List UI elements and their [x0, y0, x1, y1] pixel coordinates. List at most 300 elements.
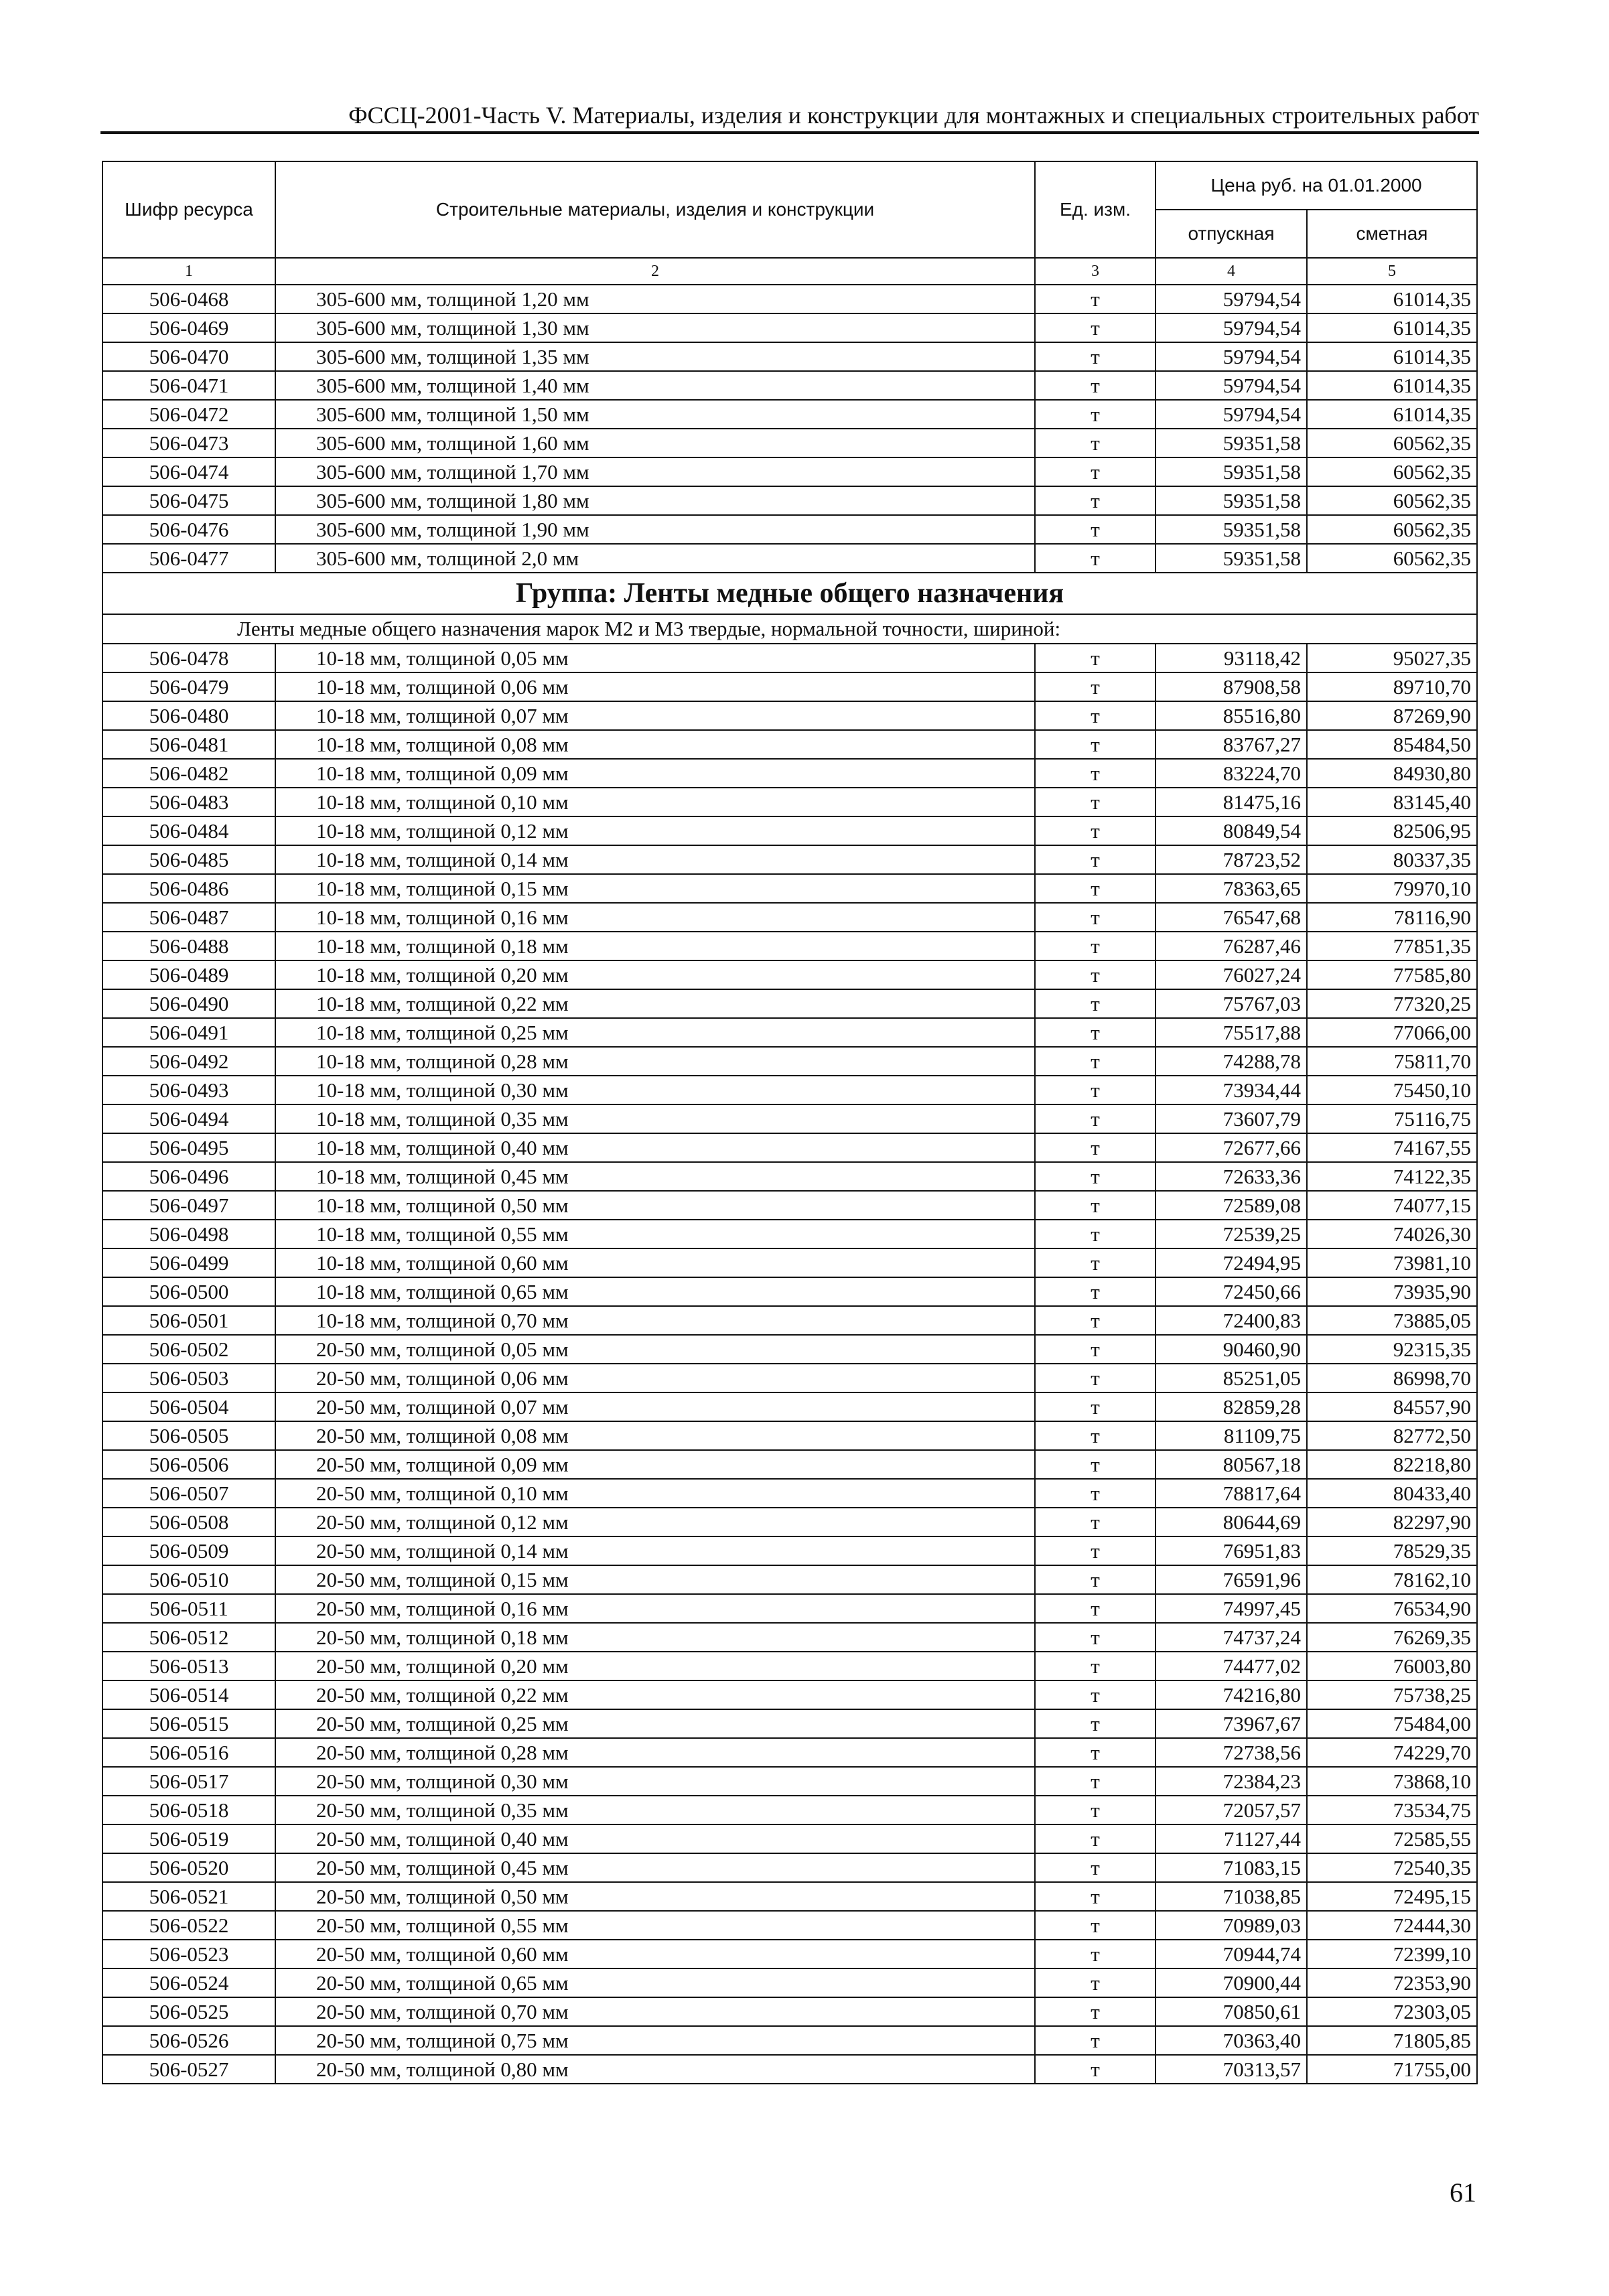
resource-code: 506-0479: [102, 672, 275, 701]
unit: т: [1035, 400, 1156, 429]
resource-code: 506-0487: [102, 903, 275, 932]
resource-code: 506-0507: [102, 1479, 275, 1508]
material-name: 20-50 мм, толщиной 0,05 мм: [275, 1335, 1035, 1364]
material-name: 20-50 мм, толщиной 0,10 мм: [275, 1479, 1035, 1508]
resource-code: 506-0502: [102, 1335, 275, 1364]
material-name: 20-50 мм, толщиной 0,25 мм: [275, 1709, 1035, 1738]
unit: т: [1035, 544, 1156, 573]
material-name: 10-18 мм, толщиной 0,09 мм: [275, 759, 1035, 788]
table-row: [102, 1076, 1477, 1104]
unit: т: [1035, 1853, 1156, 1882]
col-header-name: Строительные материалы, изделия и конструкции: [275, 161, 1035, 258]
resource-code: 506-0522: [102, 1911, 275, 1940]
release-price: 76287,46: [1156, 932, 1307, 960]
release-price: 75767,03: [1156, 989, 1307, 1018]
table-row: [102, 960, 1477, 989]
unit: т: [1035, 672, 1156, 701]
release-price: 93118,42: [1156, 644, 1307, 672]
resource-code: 506-0526: [102, 2026, 275, 2055]
material-name: 20-50 мм, толщиной 0,50 мм: [275, 1882, 1035, 1911]
resource-code: 506-0501: [102, 1306, 275, 1335]
material-name: 10-18 мм, толщиной 0,07 мм: [275, 701, 1035, 730]
unit: т: [1035, 1796, 1156, 1824]
estimate-price: 74077,15: [1307, 1191, 1477, 1220]
release-price: 78817,64: [1156, 1479, 1307, 1508]
release-price: 59351,58: [1156, 544, 1307, 573]
release-price: 76591,96: [1156, 1565, 1307, 1594]
release-price: 72633,36: [1156, 1162, 1307, 1191]
table-row: [102, 1104, 1477, 1133]
unit: т: [1035, 1421, 1156, 1450]
material-name: 20-50 мм, толщиной 0,40 мм: [275, 1824, 1035, 1853]
resource-code: 506-0515: [102, 1709, 275, 1738]
unit: т: [1035, 845, 1156, 874]
header-rule: [100, 131, 1479, 134]
material-name: 305-600 мм, толщиной 2,0 мм: [275, 544, 1035, 573]
release-price: 73607,79: [1156, 1104, 1307, 1133]
resource-code: 506-0506: [102, 1450, 275, 1479]
estimate-price: 73935,90: [1307, 1277, 1477, 1306]
unit: т: [1035, 457, 1156, 486]
table-row: [102, 313, 1477, 342]
table-row: [102, 1364, 1477, 1392]
material-name: 20-50 мм, толщиной 0,16 мм: [275, 1594, 1035, 1623]
release-price: 90460,90: [1156, 1335, 1307, 1364]
column-number: 3: [1035, 258, 1156, 285]
resource-code: 506-0516: [102, 1738, 275, 1767]
estimate-price: 75116,75: [1307, 1104, 1477, 1133]
release-price: 74737,24: [1156, 1623, 1307, 1652]
material-name: 20-50 мм, толщиной 0,55 мм: [275, 1911, 1035, 1940]
estimate-price: 77851,35: [1307, 932, 1477, 960]
release-price: 74288,78: [1156, 1047, 1307, 1076]
table-row: [102, 788, 1477, 816]
table-row: [102, 1623, 1477, 1652]
unit: т: [1035, 1248, 1156, 1277]
resource-code: 506-0472: [102, 400, 275, 429]
resource-code: 506-0480: [102, 701, 275, 730]
resource-code: 506-0524: [102, 1968, 275, 1997]
table-row: [102, 1162, 1477, 1191]
material-name: 305-600 мм, толщиной 1,90 мм: [275, 515, 1035, 544]
unit: т: [1035, 1767, 1156, 1796]
estimate-price: 72585,55: [1307, 1824, 1477, 1853]
material-name: 10-18 мм, толщиной 0,55 мм: [275, 1220, 1035, 1248]
table-row: [102, 457, 1477, 486]
table-row: [102, 1536, 1477, 1565]
resource-code: 506-0473: [102, 429, 275, 457]
material-name: 20-50 мм, толщиной 0,30 мм: [275, 1767, 1035, 1796]
material-name: 20-50 мм, толщиной 0,15 мм: [275, 1565, 1035, 1594]
release-price: 59794,54: [1156, 371, 1307, 400]
table-row: [102, 1565, 1477, 1594]
table-row: [102, 1306, 1477, 1335]
unit: т: [1035, 1018, 1156, 1047]
unit: т: [1035, 1364, 1156, 1392]
material-name: 20-50 мм, толщиной 0,20 мм: [275, 1652, 1035, 1680]
resource-code: 506-0490: [102, 989, 275, 1018]
table-row: [102, 1680, 1477, 1709]
material-name: 305-600 мм, толщиной 1,70 мм: [275, 457, 1035, 486]
unit: т: [1035, 1536, 1156, 1565]
table-row: [102, 544, 1477, 573]
estimate-price: 78162,10: [1307, 1565, 1477, 1594]
table-row: [102, 1738, 1477, 1767]
table-row: [102, 903, 1477, 932]
table-body-top: [102, 285, 1477, 573]
unit: т: [1035, 1162, 1156, 1191]
resource-code: 506-0486: [102, 874, 275, 903]
estimate-price: 72495,15: [1307, 1882, 1477, 1911]
estimate-price: 71755,00: [1307, 2055, 1477, 2084]
release-price: 76951,83: [1156, 1536, 1307, 1565]
release-price: 73967,67: [1156, 1709, 1307, 1738]
release-price: 72589,08: [1156, 1191, 1307, 1220]
resource-code: 506-0517: [102, 1767, 275, 1796]
release-price: 80849,54: [1156, 816, 1307, 845]
table-row: [102, 2055, 1477, 2084]
release-price: 71038,85: [1156, 1882, 1307, 1911]
group-title-row: [102, 573, 1477, 614]
estimate-price: 82297,90: [1307, 1508, 1477, 1536]
unit: т: [1035, 701, 1156, 730]
release-price: 74997,45: [1156, 1594, 1307, 1623]
material-name: 10-18 мм, толщиной 0,10 мм: [275, 788, 1035, 816]
estimate-price: 82218,80: [1307, 1450, 1477, 1479]
estimate-price: 92315,35: [1307, 1335, 1477, 1364]
col-header-code: Шифр ресурса: [102, 161, 275, 258]
unit: т: [1035, 1968, 1156, 1997]
table-row: [102, 1220, 1477, 1248]
unit: т: [1035, 1479, 1156, 1508]
table-row: [102, 816, 1477, 845]
material-name: 20-50 мм, толщиной 0,08 мм: [275, 1421, 1035, 1450]
resource-code: 506-0485: [102, 845, 275, 874]
resource-code: 506-0492: [102, 1047, 275, 1076]
resource-code: 506-0499: [102, 1248, 275, 1277]
material-name: 20-50 мм, толщиной 0,14 мм: [275, 1536, 1035, 1565]
estimate-price: 89710,70: [1307, 672, 1477, 701]
release-price: 59351,58: [1156, 429, 1307, 457]
estimate-price: 78529,35: [1307, 1536, 1477, 1565]
unit: т: [1035, 1335, 1156, 1364]
unit: т: [1035, 874, 1156, 903]
resource-code: 506-0494: [102, 1104, 275, 1133]
estimate-price: 75484,00: [1307, 1709, 1477, 1738]
unit: т: [1035, 1133, 1156, 1162]
material-name: 10-18 мм, толщиной 0,18 мм: [275, 932, 1035, 960]
table-row: [102, 644, 1477, 672]
material-name: 305-600 мм, толщиной 1,80 мм: [275, 486, 1035, 515]
release-price: 59794,54: [1156, 342, 1307, 371]
unit: т: [1035, 429, 1156, 457]
release-price: 72677,66: [1156, 1133, 1307, 1162]
unit: т: [1035, 285, 1156, 313]
release-price: 81109,75: [1156, 1421, 1307, 1450]
estimate-price: 74122,35: [1307, 1162, 1477, 1191]
release-price: 87908,58: [1156, 672, 1307, 701]
resource-code: 506-0500: [102, 1277, 275, 1306]
material-name: 10-18 мм, толщиной 0,70 мм: [275, 1306, 1035, 1335]
estimate-price: 61014,35: [1307, 342, 1477, 371]
release-price: 59794,54: [1156, 400, 1307, 429]
release-price: 59351,58: [1156, 486, 1307, 515]
unit: т: [1035, 644, 1156, 672]
unit: т: [1035, 1047, 1156, 1076]
release-price: 72400,83: [1156, 1306, 1307, 1335]
resource-code: 506-0521: [102, 1882, 275, 1911]
table-row: [102, 1133, 1477, 1162]
table-row: [102, 1018, 1477, 1047]
unit: т: [1035, 1277, 1156, 1306]
material-name: 20-50 мм, толщиной 0,18 мм: [275, 1623, 1035, 1652]
table-row: [102, 759, 1477, 788]
estimate-price: 85484,50: [1307, 730, 1477, 759]
unit: т: [1035, 1997, 1156, 2026]
estimate-price: 60562,35: [1307, 544, 1477, 573]
resource-code: 506-0489: [102, 960, 275, 989]
table-row: [102, 1882, 1477, 1911]
table-row: [102, 1911, 1477, 1940]
resource-code: 506-0474: [102, 457, 275, 486]
release-price: 71083,15: [1156, 1853, 1307, 1882]
release-price: 83767,27: [1156, 730, 1307, 759]
estimate-price: 74229,70: [1307, 1738, 1477, 1767]
table-row: [102, 1968, 1477, 1997]
unit: т: [1035, 932, 1156, 960]
material-name: 20-50 мм, толщиной 0,60 мм: [275, 1940, 1035, 1968]
unit: т: [1035, 2055, 1156, 2084]
unit: т: [1035, 1508, 1156, 1536]
estimate-price: 75811,70: [1307, 1047, 1477, 1076]
estimate-price: 79970,10: [1307, 874, 1477, 903]
estimate-price: 77585,80: [1307, 960, 1477, 989]
col-header-release-price: отпускная: [1156, 210, 1307, 258]
release-price: 74477,02: [1156, 1652, 1307, 1680]
material-name: 10-18 мм, толщиной 0,22 мм: [275, 989, 1035, 1018]
material-name: 20-50 мм, толщиной 0,45 мм: [275, 1853, 1035, 1882]
page-header: ФССЦ-2001-Часть V. Материалы, изделия и конструкции для монтажных и специальных строительных работ: [348, 102, 1479, 129]
release-price: 80567,18: [1156, 1450, 1307, 1479]
material-name: 20-50 мм, толщиной 0,80 мм: [275, 2055, 1035, 2084]
estimate-price: 84930,80: [1307, 759, 1477, 788]
resource-code: 506-0469: [102, 313, 275, 342]
estimate-price: 75738,25: [1307, 1680, 1477, 1709]
estimate-price: 80433,40: [1307, 1479, 1477, 1508]
col-header-estimate-price: сметная: [1307, 210, 1477, 258]
estimate-price: 72540,35: [1307, 1853, 1477, 1882]
estimate-price: 75450,10: [1307, 1076, 1477, 1104]
unit: т: [1035, 1911, 1156, 1940]
table-row: [102, 1709, 1477, 1738]
resource-code: 506-0505: [102, 1421, 275, 1450]
estimate-price: 61014,35: [1307, 371, 1477, 400]
material-name: 10-18 мм, толщиной 0,08 мм: [275, 730, 1035, 759]
estimate-price: 84557,90: [1307, 1392, 1477, 1421]
resource-code: 506-0476: [102, 515, 275, 544]
material-name: 20-50 мм, толщиной 0,09 мм: [275, 1450, 1035, 1479]
estimate-price: 61014,35: [1307, 400, 1477, 429]
release-price: 74216,80: [1156, 1680, 1307, 1709]
table-row: [102, 1450, 1477, 1479]
material-name: 20-50 мм, толщиной 0,06 мм: [275, 1364, 1035, 1392]
unit: т: [1035, 816, 1156, 845]
unit: т: [1035, 1738, 1156, 1767]
release-price: 72494,95: [1156, 1248, 1307, 1277]
resource-code: 506-0475: [102, 486, 275, 515]
release-price: 70944,74: [1156, 1940, 1307, 1968]
table-row: [102, 429, 1477, 457]
group-section: [102, 573, 1477, 644]
unit: т: [1035, 313, 1156, 342]
material-name: 20-50 мм, толщиной 0,28 мм: [275, 1738, 1035, 1767]
release-price: 85516,80: [1156, 701, 1307, 730]
group-title: Группа: Ленты медные общего назначения: [102, 573, 1477, 614]
release-price: 71127,44: [1156, 1824, 1307, 1853]
release-price: 80644,69: [1156, 1508, 1307, 1536]
material-name: 10-18 мм, толщиной 0,05 мм: [275, 644, 1035, 672]
unit: т: [1035, 342, 1156, 371]
unit: т: [1035, 1450, 1156, 1479]
resource-code: 506-0520: [102, 1853, 275, 1882]
resource-code: 506-0482: [102, 759, 275, 788]
estimate-price: 95027,35: [1307, 644, 1477, 672]
estimate-price: 76534,90: [1307, 1594, 1477, 1623]
resource-code: 506-0495: [102, 1133, 275, 1162]
table-row: [102, 874, 1477, 903]
release-price: 72450,66: [1156, 1277, 1307, 1306]
resource-code: 506-0503: [102, 1364, 275, 1392]
material-name: 10-18 мм, толщиной 0,28 мм: [275, 1047, 1035, 1076]
group-subtitle-row: [102, 614, 1477, 644]
estimate-price: 72399,10: [1307, 1940, 1477, 1968]
table-row: [102, 515, 1477, 544]
estimate-price: 83145,40: [1307, 788, 1477, 816]
release-price: 73934,44: [1156, 1076, 1307, 1104]
table-row: [102, 1824, 1477, 1853]
resource-code: 506-0481: [102, 730, 275, 759]
estimate-price: 77066,00: [1307, 1018, 1477, 1047]
unit: т: [1035, 1940, 1156, 1968]
resource-code: 506-0523: [102, 1940, 275, 1968]
material-name: 10-18 мм, толщиной 0,06 мм: [275, 672, 1035, 701]
resource-code: 506-0488: [102, 932, 275, 960]
resource-code: 506-0518: [102, 1796, 275, 1824]
unit: т: [1035, 1680, 1156, 1709]
table-row: [102, 932, 1477, 960]
estimate-price: 73868,10: [1307, 1767, 1477, 1796]
resource-code: 506-0508: [102, 1508, 275, 1536]
material-name: 305-600 мм, толщиной 1,40 мм: [275, 371, 1035, 400]
unit: т: [1035, 1824, 1156, 1853]
estimate-price: 73534,75: [1307, 1796, 1477, 1824]
table-row: [102, 1853, 1477, 1882]
release-price: 70989,03: [1156, 1911, 1307, 1940]
material-name: 20-50 мм, толщиной 0,65 мм: [275, 1968, 1035, 1997]
table-row: [102, 672, 1477, 701]
material-name: 10-18 мм, толщиной 0,16 мм: [275, 903, 1035, 932]
release-price: 78363,65: [1156, 874, 1307, 903]
release-price: 70363,40: [1156, 2026, 1307, 2055]
release-price: 76027,24: [1156, 960, 1307, 989]
unit: т: [1035, 1594, 1156, 1623]
material-name: 10-18 мм, толщиной 0,15 мм: [275, 874, 1035, 903]
resource-code: 506-0510: [102, 1565, 275, 1594]
estimate-price: 82772,50: [1307, 1421, 1477, 1450]
unit: т: [1035, 903, 1156, 932]
release-price: 72384,23: [1156, 1767, 1307, 1796]
table-row: [102, 1997, 1477, 2026]
table-row: [102, 400, 1477, 429]
table-row: [102, 1047, 1477, 1076]
table-row: [102, 371, 1477, 400]
release-price: 72539,25: [1156, 1220, 1307, 1248]
table-row: [102, 1767, 1477, 1796]
unit: т: [1035, 1392, 1156, 1421]
estimate-price: 82506,95: [1307, 816, 1477, 845]
resource-code: 506-0491: [102, 1018, 275, 1047]
column-number: 1: [102, 258, 275, 285]
resource-code: 506-0519: [102, 1824, 275, 1853]
material-name: 10-18 мм, толщиной 0,50 мм: [275, 1191, 1035, 1220]
estimate-price: 80337,35: [1307, 845, 1477, 874]
table-row: [102, 730, 1477, 759]
release-price: 78723,52: [1156, 845, 1307, 874]
material-name: 20-50 мм, толщиной 0,07 мм: [275, 1392, 1035, 1421]
table-row: [102, 1421, 1477, 1450]
unit: т: [1035, 1882, 1156, 1911]
resource-code: 506-0527: [102, 2055, 275, 2084]
material-name: 10-18 мм, толщиной 0,45 мм: [275, 1162, 1035, 1191]
price-table-container: [102, 161, 1476, 2084]
unit: т: [1035, 1623, 1156, 1652]
unit: т: [1035, 1709, 1156, 1738]
unit: т: [1035, 788, 1156, 816]
estimate-price: 74167,55: [1307, 1133, 1477, 1162]
estimate-price: 73885,05: [1307, 1306, 1477, 1335]
table-row: [102, 1652, 1477, 1680]
unit: т: [1035, 1104, 1156, 1133]
estimate-price: 71805,85: [1307, 2026, 1477, 2055]
unit: т: [1035, 759, 1156, 788]
table-row: [102, 1248, 1477, 1277]
material-name: 305-600 мм, толщиной 1,30 мм: [275, 313, 1035, 342]
release-price: 82859,28: [1156, 1392, 1307, 1421]
unit: т: [1035, 515, 1156, 544]
table-row: [102, 1335, 1477, 1364]
table-row: [102, 1796, 1477, 1824]
material-name: 10-18 мм, толщиной 0,35 мм: [275, 1104, 1035, 1133]
resource-code: 506-0504: [102, 1392, 275, 1421]
unit: т: [1035, 371, 1156, 400]
group-subtitle: Ленты медные общего назначения марок М2 и М3 твердые, нормальной точности, шириной:: [102, 614, 1477, 644]
resource-code: 506-0513: [102, 1652, 275, 1680]
material-name: 10-18 мм, толщиной 0,12 мм: [275, 816, 1035, 845]
release-price: 83224,70: [1156, 759, 1307, 788]
table-row: [102, 701, 1477, 730]
estimate-price: 78116,90: [1307, 903, 1477, 932]
table-row: [102, 342, 1477, 371]
estimate-price: 87269,90: [1307, 701, 1477, 730]
resource-code: 506-0496: [102, 1162, 275, 1191]
release-price: 59794,54: [1156, 313, 1307, 342]
estimate-price: 73981,10: [1307, 1248, 1477, 1277]
estimate-price: 60562,35: [1307, 486, 1477, 515]
unit: т: [1035, 2026, 1156, 2055]
resource-code: 506-0514: [102, 1680, 275, 1709]
resource-code: 506-0470: [102, 342, 275, 371]
estimate-price: 60562,35: [1307, 429, 1477, 457]
